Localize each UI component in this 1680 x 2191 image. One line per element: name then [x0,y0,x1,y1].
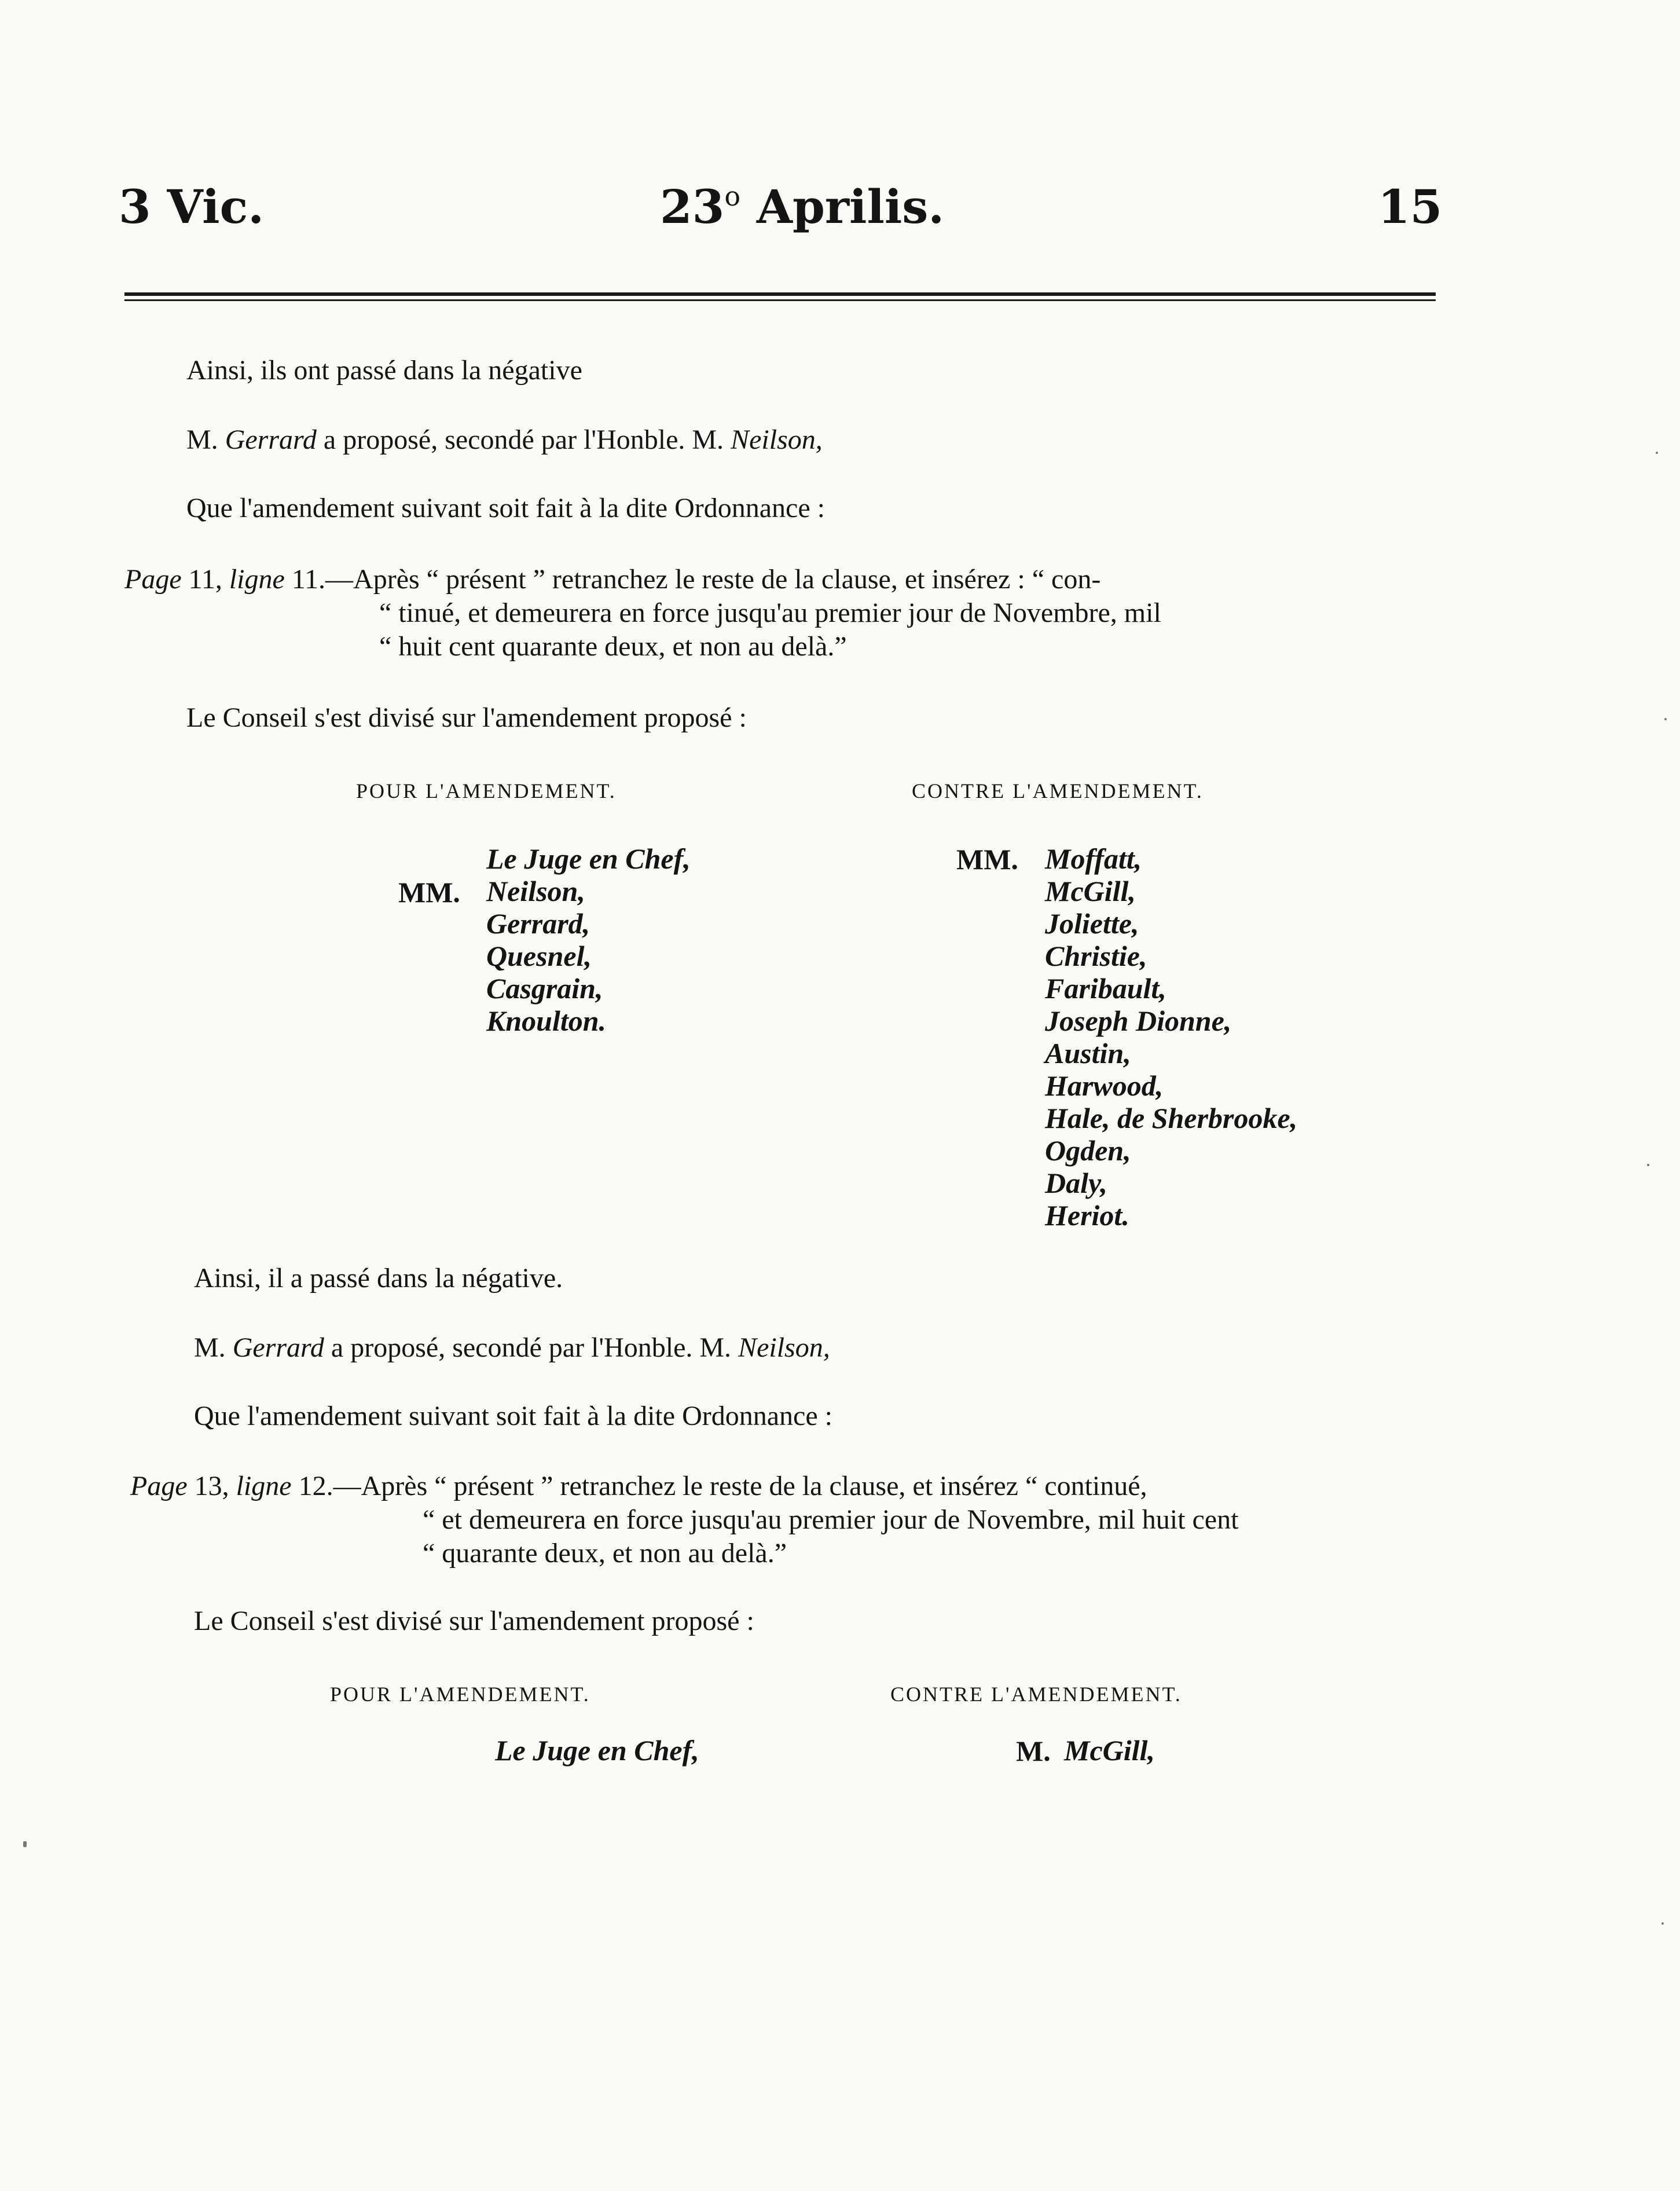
amendment-text-1 [124,563,1161,664]
voter-name: Faribault, [1045,972,1167,1005]
amendment-line: “ huit cent quarante deux, et non au delà.” [379,631,847,662]
voter-name: Joseph Dionne, [1045,1005,1232,1037]
amendment-intro-1: Que l'amendement suivant soit fait à la dite Ordonnance : [186,493,825,523]
voter-name: Casgrain, [486,972,603,1005]
date-month: Aprilis. [756,179,945,234]
motion-mid: a proposé, secondé par l'Honble. M. [324,1332,739,1363]
voter-name: Daly, [1045,1167,1107,1199]
amendment-line-rest: 11.—Après “ présent ” retranchez le reste de la clause, et insérez : “ con- [284,564,1101,595]
contre-m-2: M. [1016,1735,1051,1767]
ligne-word: ligne [236,1471,292,1501]
ligne-word: ligne [229,564,285,595]
mover-name: Gerrard [232,1332,324,1363]
date-superscript: o [724,181,741,212]
header-rule-thin [124,299,1436,301]
amendment-intro-2: Que l'amendement suivant soit fait à la dite Ordonnance : [194,1401,832,1431]
scan-speck [1647,1164,1649,1166]
motion-line-1 [186,424,823,456]
voter-name: Harwood, [1045,1069,1164,1102]
header-rule-thick [124,292,1436,296]
scan-speck [1664,718,1667,720]
voter-name: McGill, [1045,875,1136,907]
contre-heading-2: CONTRE L'AMENDEMENT. [890,1683,1182,1706]
voter-name: Le Juge en Chef, [486,842,691,875]
pour-names-1 [486,842,691,1037]
page-num: 11, [181,564,229,595]
motion-prefix: M. [194,1332,233,1363]
voter-name: Neilson, [486,875,585,907]
scan-speck [23,1841,27,1847]
voter-name: Moffatt, [1045,842,1142,875]
amendment-line: “ quarante deux, et non au delà.” [423,1538,787,1569]
contre-first-name-2: McGill, [1064,1734,1155,1767]
result-line-1: Ainsi, ils ont passé dans la négative [186,355,582,386]
division-line-1: Le Conseil s'est divisé sur l'amendement proposé : [186,702,747,733]
scan-speck [1656,452,1658,454]
amendment-line: “ et demeurera en force jusqu'au premier jour de Novembre, mil huit cent [423,1504,1239,1535]
seconder-name: Neilson, [738,1332,830,1363]
voter-name: Austin, [1045,1037,1131,1069]
amendment-line [124,563,1161,596]
page-number: 15 [1378,179,1443,234]
running-head-date [660,179,944,234]
contre-heading-1: CONTRE L'AMENDEMENT. [912,779,1204,803]
amendment-line [130,1470,1238,1503]
pour-mm-1: MM. [398,876,460,908]
motion-prefix: M. [186,424,225,455]
seconder-name: Neilson, [731,424,823,455]
voter-name: Quesnel, [486,940,592,972]
voter-name: Heriot. [1045,1199,1129,1232]
voter-name: Christie, [1045,940,1147,972]
pour-first-name-2: Le Juge en Chef, [495,1734,699,1767]
voter-name: Ogden, [1045,1134,1131,1167]
result-line-2: Ainsi, il a passé dans la négative. [194,1263,563,1294]
scan-speck [1661,1922,1664,1925]
mover-name: Gerrard [225,424,317,455]
amendment-line-rest: 12.—Après “ présent ” retranchez le reste de la clause, et insérez “ continué, [291,1471,1147,1501]
page-num: 13, [187,1471,236,1501]
contre-names-1 [1045,842,1297,1232]
contre-mm-1: MM. [956,843,1018,875]
page-word: Page [130,1471,188,1501]
running-head-left: 3 Vic. [119,179,265,234]
voter-name: Gerrard, [486,907,590,940]
division-line-2: Le Conseil s'est divisé sur l'amendement proposé : [194,1606,754,1636]
motion-line-2 [194,1332,830,1364]
page-word: Page [124,564,182,595]
pour-heading-2: POUR L'AMENDEMENT. [330,1683,590,1706]
voter-name: Knoulton. [486,1005,607,1037]
amendment-line: “ tinué, et demeurera en force jusqu'au premier jour de Novembre, mil [379,598,1161,628]
amendment-text-2 [130,1470,1238,1570]
voter-name: Joliette, [1045,907,1139,940]
date-day: 23 [660,179,725,234]
pour-heading-1: POUR L'AMENDEMENT. [356,779,617,803]
motion-mid: a proposé, secondé par l'Honble. M. [316,424,731,455]
voter-name: Hale, de Sherbrooke, [1045,1102,1298,1134]
